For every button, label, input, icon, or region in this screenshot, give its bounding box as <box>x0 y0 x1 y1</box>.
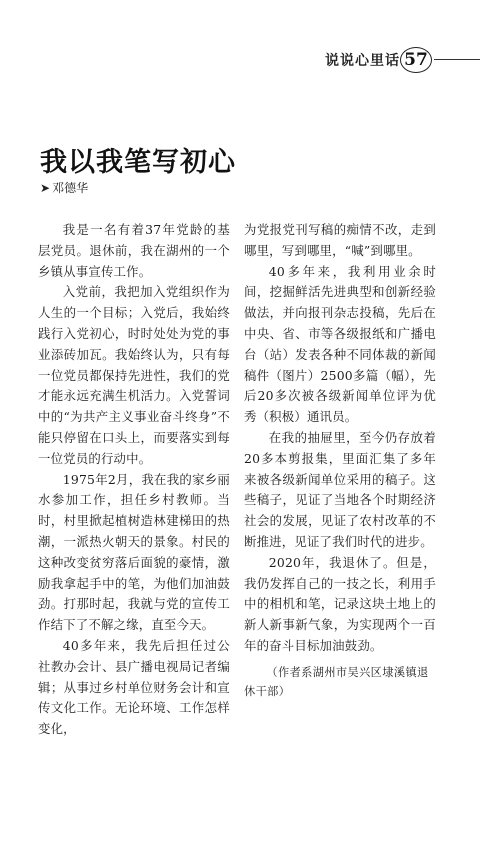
paragraph: 入党前，我把加入党组织作为人生的一个目标；入党后，我始终践行入党初心，时时处处为党的事业添砖加瓦。我始终认为，只有每一位党员都保持先进性，我们的党才能永远充满生机活力。入党誓词中的“为共产主义事业奋斗终身”不能只停留在口头上，而要落实到每一位党员的行动中。 <box>38 284 230 466</box>
body-column-right <box>244 220 436 701</box>
paragraph: 1975年2月，我在我的家乡丽水参加工作，担任乡村教师。当时，村里掀起植树造林建梯田的热潮，一派热火朝天的景象。村民的这种改变贫穷落后面貌的豪情，激励我拿起手中的笔，为他们加油鼓劲。打那时起，我就与党的宣传工作结下了不解之缘，直至今天。 <box>38 471 230 633</box>
paragraph-continuation: 为党报党刊写稿的痴情不改，走到哪里，写到哪里，“喊”到哪里。 <box>244 222 436 258</box>
paragraph: 40多年来，我利用业余时间，挖掘鲜活先进典型和创新经验做法，并向报刊杂志投稿，先后在中央、省、市等各级报纸和广播电台（站）发表各种不同体裁的新闻稿件（图片）2500多篇（幅），先后20多次被各级新闻单位评为优秀（积极）通讯员。 <box>244 263 436 425</box>
paragraph: 2020年，我退休了。但是，我仍发挥自己的一技之长，利用手中的相机和笔，记录这块土地上的新人新事新气象，为实现两个一百年的奋斗目标加油鼓劲。 <box>244 554 436 653</box>
body-column-left <box>38 220 230 740</box>
author-note: （作者系湖州市吴兴区埭溪镇退休干部） <box>244 665 429 698</box>
article-title: 我以我笔写初心 <box>40 147 236 178</box>
byline <box>40 179 88 196</box>
paragraph: 在我的抽屉里，至今仍存放着20多本剪报集，里面汇集了多年来被各级新闻单位采用的稿子。这些稿子，见证了当地各个时期经济社会的发展，见证了农村改革的不断推进，见证了我们时代的进步。 <box>244 429 436 549</box>
header-rule <box>434 59 480 60</box>
paragraph: 我是一名有着37年党龄的基层党员。退休前，我在湖州的一个乡镇从事宣传工作。 <box>38 222 230 279</box>
section-title: 说说心里话 <box>325 53 400 69</box>
page-header <box>0 46 480 76</box>
paragraph: 40多年来，我先后担任过公社教办会计、县广播电视局记者编辑；从事过乡村单位财务会计和宣传文化工作。无论环境、工作怎样变化， <box>38 637 230 737</box>
chevron-right-icon: ➤ <box>40 181 51 195</box>
author-name: 邓德华 <box>52 181 89 195</box>
page-number: 57 <box>400 47 432 73</box>
